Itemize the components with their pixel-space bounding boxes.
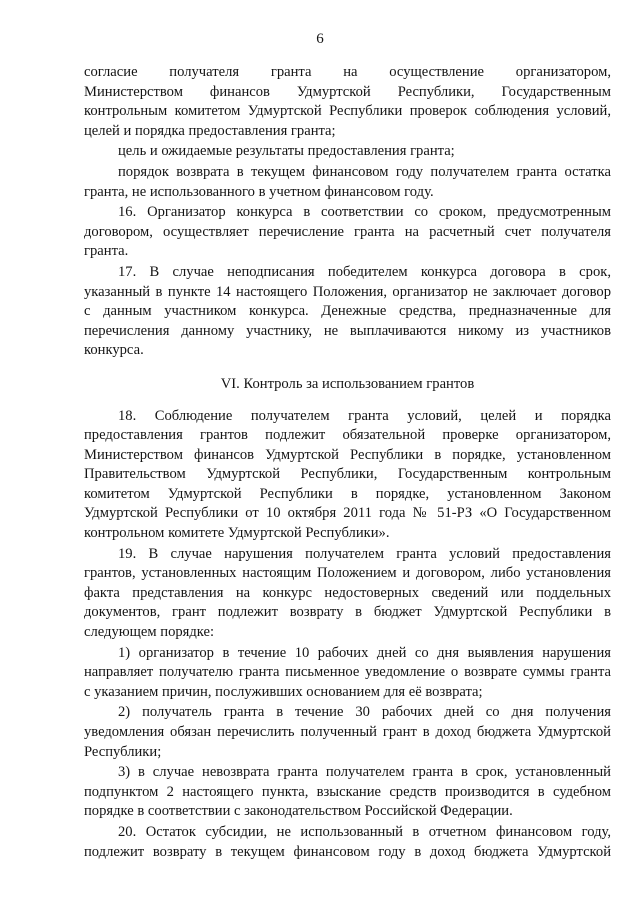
- paragraph-p19-3: [84, 763, 611, 822]
- text-line: Удмуртской Республики от 10 октября 2011 года № 51-РЗ «О Государственном: [84, 505, 611, 522]
- text-line: документов, грант подлежит возврату в бюджет Удмуртской Республики в: [84, 604, 611, 621]
- paragraph-p19: [84, 545, 611, 643]
- text-line: порядок возврата в текущем финансовом году получателем гранта остатка: [118, 163, 611, 180]
- text-line: 1) организатор в течение 10 рабочих дней со дня выявления нарушения: [118, 644, 611, 661]
- paragraph-p18: [84, 407, 611, 544]
- text-line: следующем порядке:: [84, 624, 215, 641]
- text-line: 18. Соблюдение получателем гранта условий, целей и порядка: [118, 407, 611, 424]
- text-line: комитетом Удмуртской Республики в порядке, установленном Законом: [84, 485, 611, 502]
- text-line: подлежит возврату в текущем финансовом году в доход бюджета Удмуртской: [84, 843, 611, 860]
- text-line: указанный в пункте 14 настоящего Положения, организатор не заключает договор: [84, 283, 611, 300]
- page-body: [84, 62, 611, 862]
- paragraph-cont: [84, 63, 611, 141]
- text-line: предоставления грантов подлежит обязательной проверке организатором,: [84, 427, 611, 444]
- text-line: 20. Остаток субсидии, не использованный в отчетном финансовом году,: [118, 823, 611, 840]
- text-line: 16. Организатор конкурса в соответствии со сроком, предусмотренным: [118, 204, 611, 221]
- text-line: контрольным комитетом Удмуртской Республики проверок соблюдения условий,: [84, 103, 611, 120]
- text-line: подпунктом 2 настоящего пункта, взыскание средств производится в судебном: [84, 783, 611, 800]
- text-line: с данным участником конкурса. Денежные средства, предназначенные для: [84, 303, 611, 320]
- text-line: с указанием причин, послуживших основанием для её возврата;: [84, 683, 483, 700]
- section-heading: VI. Контроль за использованием грантов: [220, 375, 475, 392]
- text-line: грантов, установленных настоящим Положением и договором, либо установления: [84, 565, 611, 582]
- text-line: перечисления данному участнику, не выплачиваются никому из участников: [84, 322, 611, 339]
- text-line: порядке в соответствии с законодательством Российской Федерации.: [84, 803, 513, 820]
- paragraph-p16: [84, 203, 611, 262]
- paragraph-p20: [84, 823, 611, 862]
- paragraph-p17: [84, 263, 611, 361]
- text-line: гранта.: [84, 243, 129, 260]
- text-line: Министерством финансов Удмуртской Республики, Государственным: [84, 83, 611, 100]
- text-line: 19. В случае нарушения получателем гранта условий предоставления: [118, 545, 611, 562]
- paragraph-p19-2: [84, 703, 611, 762]
- text-line: факта представления на конкурс недостоверных сведений или поддельных: [84, 584, 611, 601]
- text-line: согласие получателя гранта на осуществление организатором,: [84, 64, 611, 80]
- text-line: цель и ожидаемые результаты предоставления гранта;: [118, 143, 455, 160]
- text-line: контрольном комитете Удмуртской Республики».: [84, 525, 390, 542]
- page-number: 6: [316, 31, 324, 47]
- text-line: 2) получатель гранта в течение 30 рабочих дней со дня получения: [118, 704, 611, 721]
- text-line: Республики;: [84, 743, 162, 760]
- paragraph-return: [84, 163, 611, 202]
- text-line: направляет получателю гранта письменное уведомление о возврате суммы гранта: [84, 664, 611, 681]
- text-line: конкурса.: [84, 342, 144, 359]
- text-line: Министерством финансов Удмуртской Республики в порядке, установленном: [84, 446, 611, 463]
- text-line: Правительством Удмуртской Республики, Государственным контрольным: [84, 466, 611, 483]
- paragraph-p19-1: [84, 644, 611, 703]
- paragraphs-before-heading: [84, 63, 611, 361]
- text-line: уведомления обязан перечислить полученный грант в доход бюджета Удмуртской: [84, 724, 611, 740]
- text-line: гранта, не использованного в учетном финансовом году.: [84, 183, 434, 200]
- text-line: 3) в случае невозврата гранта получателем гранта в срок, установленный: [118, 764, 611, 781]
- paragraphs-after-heading: [84, 407, 611, 863]
- text-line: договором, осуществляет перечисление гранта на расчетный счет получателя: [84, 223, 611, 240]
- text-line: целей и порядка предоставления гранта;: [84, 122, 336, 139]
- text-line: 17. В случае неподписания победителем конкурса договора в срок,: [118, 263, 611, 280]
- paragraph-goal: [84, 142, 611, 162]
